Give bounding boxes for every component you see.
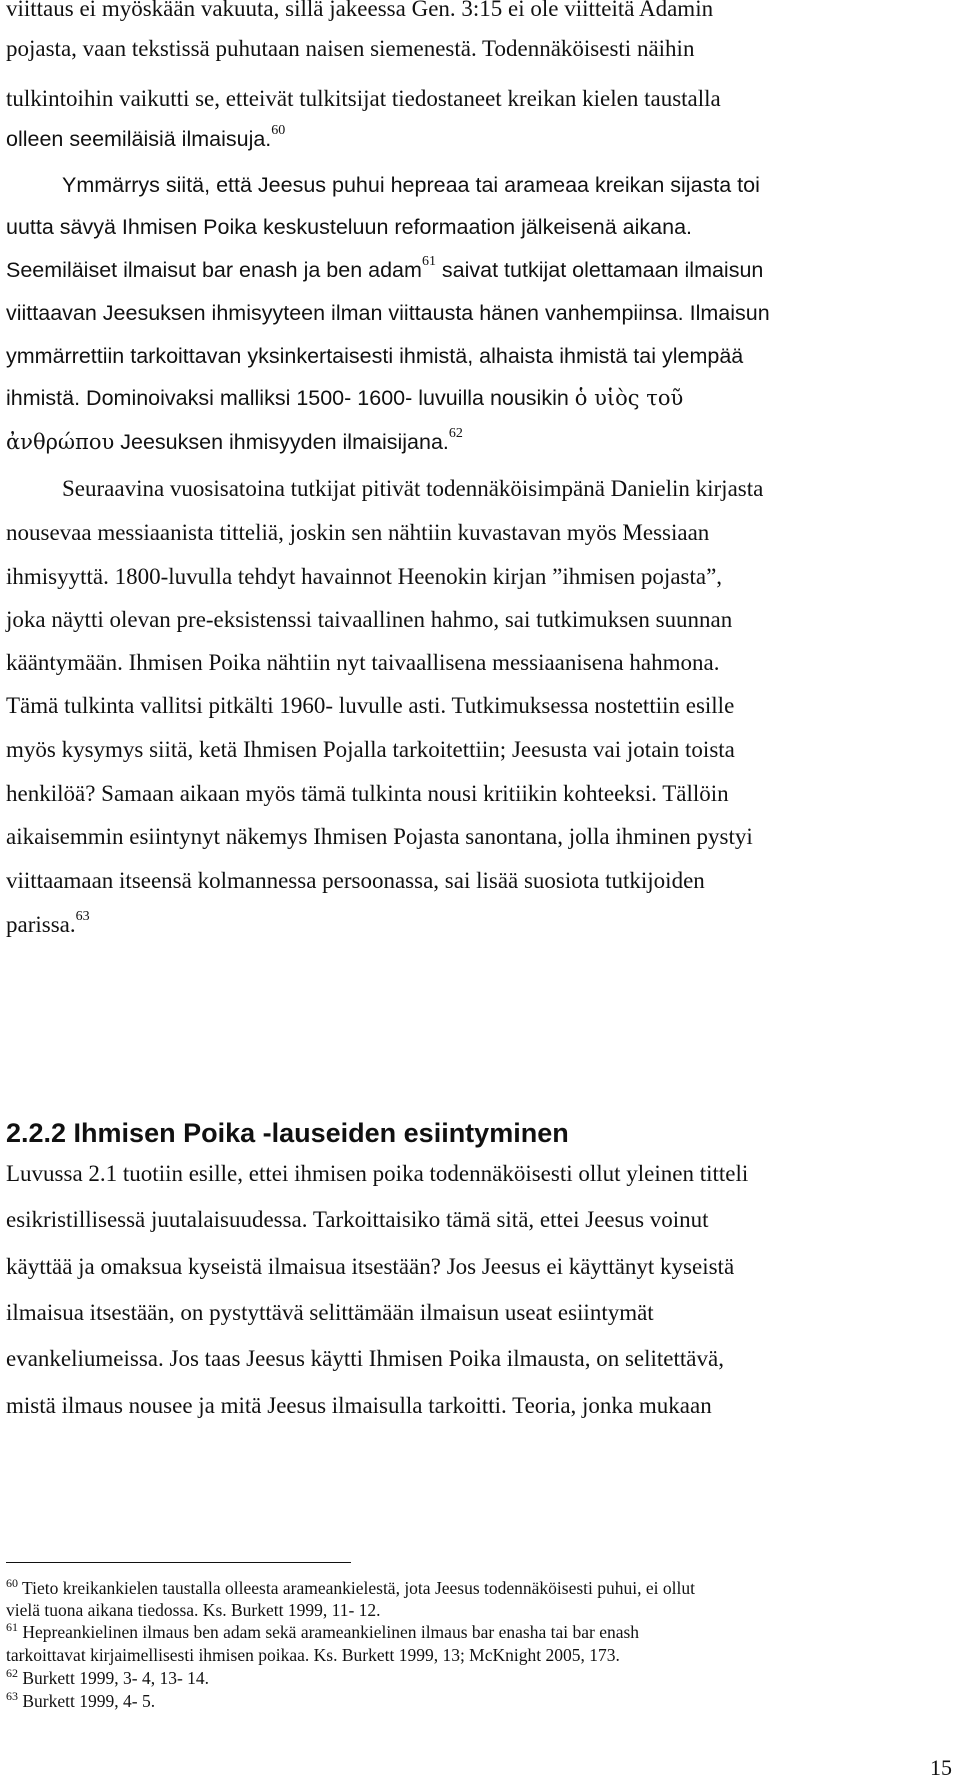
body-line (6, 427, 463, 457)
body-line: mistä ilmaus nousee ja mitä Jeesus ilmaisulla tarkoitti. Teoria, jonka mukaan (6, 1393, 712, 1418)
footnote-text: Burkett 1999, 4- 5. (18, 1691, 156, 1711)
footnote-ref-61[interactable]: 61 (421, 254, 436, 269)
body-text: Jeesuksen ihmisyyden ilmaisijana. (114, 430, 449, 454)
greek-phrase: ὁ υἱὸς τοῦ (574, 386, 684, 410)
body-line: tulkintoihin vaikutti se, etteivät tulkitsijat tiedostaneet kreikan kielen taustalla (6, 86, 721, 111)
body-line: pojasta, vaan tekstissä puhutaan naisen siemenestä. Todennäköisesti näihin (6, 36, 695, 61)
body-text: Seemiläiset ilmaisut (6, 258, 202, 282)
footnote-61 (6, 1621, 639, 1643)
footnote-63 (6, 1690, 155, 1712)
body-line: Luvussa 2.1 tuotiin esille, ettei ihmisen poika todennäköisesti ollut yleinen titteli (6, 1161, 749, 1186)
body-line: Tämä tulkinta vallitsi pitkälti 1960- luvulle asti. Tutkimuksessa nostettiin esille (6, 693, 735, 718)
term-ben-adam: ben adam (193, 1622, 261, 1642)
term-bar-enash: bar enash (572, 1622, 640, 1642)
term-bar-enash: bar enash (201, 258, 298, 282)
footnote-60-cont: vielä tuona aikana tiedossa. Ks. Burkett 1999, 11- 12. (6, 1600, 381, 1620)
greek-phrase: ἀνθρώπου (6, 430, 115, 454)
footnote-ref-60[interactable]: 60 (271, 123, 286, 138)
body-line (6, 255, 763, 285)
footnote-text: tai (546, 1622, 573, 1642)
page-number: 15 (930, 1755, 952, 1780)
body-text: ymmärrettiin tarkoittavan yksinkertaisesti ihmistä, alhaista ihmistä tai ylempää (6, 344, 744, 368)
body-line (6, 910, 90, 940)
footnote-text: Burkett 1999, 3- 4, 13- 14. (18, 1668, 210, 1688)
body-line: viittaus ei myöskään vakuuta, sillä jakeessa Gen. 3:15 ei ole viitteitä Adamin (6, 0, 714, 21)
body-text: parissa. (6, 912, 76, 937)
body-line: ilmaisua itsestään, on pystyttävä selittämään ilmaisun useat esiintymät (6, 1300, 654, 1325)
body-text: Ymmärrys siitä, että Jeesus puhui hepreaa tai arameaa kreikan sijasta toi (62, 173, 760, 197)
footnote-number: 60 (6, 1576, 18, 1590)
body-line: käyttää ja omaksua kyseistä ilmaisua itsestään? Jos Jeesus ei käyttänyt kyseistä (6, 1254, 735, 1279)
footnote-number: 62 (6, 1666, 18, 1680)
body-text: viittaavan Jeesuksen ihmisyyteen ilman viittausta hänen vanhempiinsa. Ilmaisun (6, 301, 770, 325)
footnote-61-cont: tarkoittavat kirjaimellisesti ihmisen poikaa. Ks. Burkett 1999, 13; McKnight 2005, 173. (6, 1645, 620, 1665)
footnote-ref-63[interactable]: 63 (75, 909, 90, 924)
body-line (6, 383, 683, 413)
section-heading: 2.2.2 Ihmisen Poika -lauseiden esiintyminen (6, 1118, 569, 1148)
body-line: esikristillisessä juutalaisuudessa. Tarkoittaisiko tämä sitä, ettei Jeesus voinut (6, 1207, 709, 1232)
body-text: uutta sävyä Ihmisen Poika keskusteluun reformaation jälkeisenä aikana. (6, 215, 692, 239)
footnote-number: 61 (6, 1620, 18, 1634)
footnote-text: Tieto kreikankielen taustalla olleesta arameankielestä, jota Jeesus todennäköisesti puhui, ei ollut (18, 1578, 695, 1598)
body-line: myös kysymys siitä, ketä Ihmisen Pojalla tarkoitettiin; Jeesusta vai jotain toista (6, 737, 735, 762)
footnote-text: sekä arameankielinen ilmaus (260, 1622, 472, 1642)
body-line-indented: Seuraavina vuosisatoina tutkijat pitivät todennäköisimpänä Danielin kirjasta (62, 476, 764, 501)
body-line (6, 341, 743, 371)
body-text: saivat tutkijat olettamaan ilmaisun (435, 258, 764, 282)
footnote-60 (6, 1577, 695, 1599)
body-line: kääntymään. Ihmisen Poika nähtiin nyt taivaallisena messiaanisena hahmona. (6, 650, 720, 675)
body-line (6, 212, 692, 242)
body-line-indented (62, 170, 760, 200)
body-line: joka näytti olevan pre-eksistenssi taivaallinen hahmo, sai tutkimuksen suunnan (6, 607, 733, 632)
body-line: evankeliumeissa. Jos taas Jeesus käytti Ihmisen Poika ilmausta, on selitettävä, (6, 1346, 724, 1371)
term-bar-enasha: bar enasha (471, 1622, 547, 1642)
term-adam: adam (368, 258, 422, 282)
footnote-divider (6, 1562, 351, 1563)
body-text: olleen seemiläisiä ilmaisuja. (6, 127, 272, 151)
footnote-text: Hepreankielinen ilmaus (18, 1622, 194, 1642)
body-line: viittaamaan itseensä kolmannessa persoonassa, sai lisää suosiota tutkijoiden (6, 868, 705, 893)
body-line: ihmisyyttä. 1800-luvulla tehdyt havainnot Heenokin kirjan ”ihmisen pojasta”, (6, 564, 723, 589)
body-line (6, 298, 770, 328)
body-line (6, 124, 285, 154)
footnote-ref-62[interactable]: 62 (448, 426, 463, 441)
footnote-number: 63 (6, 1689, 18, 1703)
body-line: aikaisemmin esiintynyt näkemys Ihmisen Pojasta sanontana, jolla ihminen pystyi (6, 824, 753, 849)
body-line: henkilöä? Samaan aikaan myös tämä tulkinta nousi kritiikin kohteeksi. Tällöin (6, 781, 729, 806)
footnote-62 (6, 1667, 209, 1689)
body-text: ja ben (297, 258, 369, 282)
body-line: nousevaa messiaanista titteliä, joskin sen nähtiin kuvastavan myös Messiaan (6, 520, 710, 545)
body-text: ihmistä. Dominoivaksi malliksi 1500- 1600- luvuilla nousikin (6, 386, 575, 410)
